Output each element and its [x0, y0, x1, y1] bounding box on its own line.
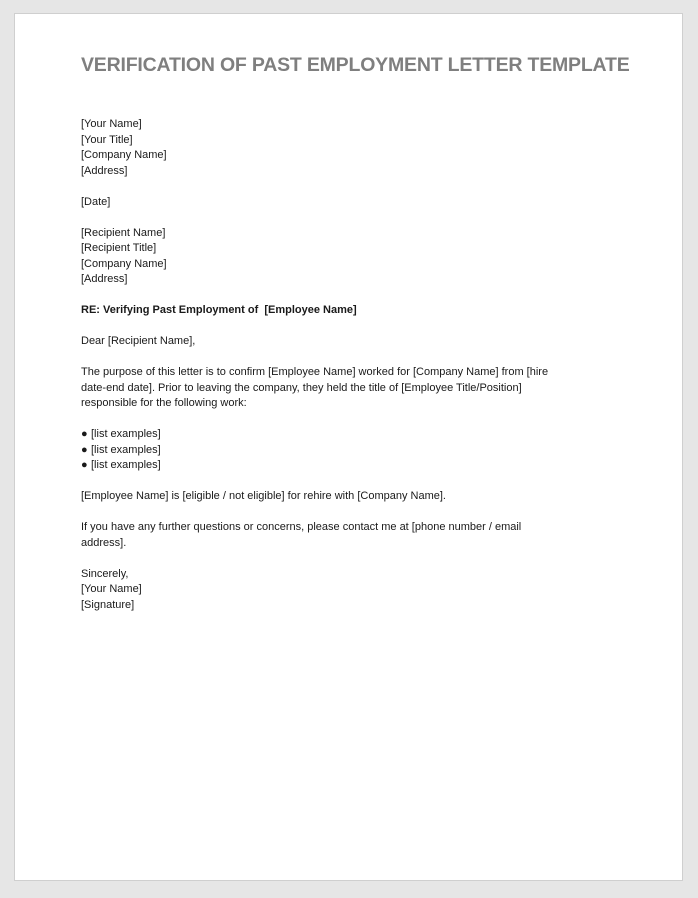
bullet-icon: ● [81, 459, 88, 471]
closing-sincerely: Sincerely, [81, 567, 129, 580]
list-item [81, 443, 611, 459]
bullet-list [81, 427, 611, 474]
sender-name: [Your Name] [81, 118, 142, 130]
sender-company: [Company Name] [81, 149, 167, 161]
list-item-text: [list examples] [91, 443, 161, 456]
paragraph-purpose [81, 365, 611, 412]
sender-address: [Address] [81, 164, 128, 177]
list-item-text: [list examples] [91, 459, 161, 471]
list-item [81, 427, 611, 443]
recipient-address: [Address] [81, 273, 128, 285]
list-item-text: [list examples] [91, 428, 161, 440]
paragraph-purpose-line: responsible for the following work: [81, 397, 247, 409]
list-item [81, 458, 611, 474]
recipient-title: [Recipient Title] [81, 242, 157, 254]
paragraph-rehire: [Employee Name] is [eligible / not eligible] for rehire with [Company Name]. [81, 490, 446, 502]
salutation: Dear [Recipient Name], [81, 335, 196, 347]
subject-line: RE: Verifying Past Employment of [Employee Name] [81, 304, 357, 316]
sender-title: [Your Title] [81, 133, 133, 146]
paragraph-purpose-line: The purpose of this letter is to confirm [Employee Name] worked for [Company Name] from [hire [81, 366, 549, 378]
paragraph-contact-line: address]. [81, 536, 127, 549]
letter-body [81, 117, 611, 613]
document-title: VERIFICATION OF PAST EMPLOYMENT LETTER TEMPLATE [81, 54, 630, 76]
closing-name: [Your Name] [81, 583, 142, 595]
closing-block [81, 567, 611, 614]
closing-signature: [Signature] [81, 598, 135, 611]
paragraph-contact-line: If you have any further questions or concerns, please contact me at [phone number / email [81, 521, 522, 533]
paragraph-contact [81, 520, 611, 551]
recipient-company: [Company Name] [81, 257, 167, 270]
recipient-block [81, 226, 611, 288]
document-page [14, 13, 683, 881]
paragraph-purpose-line: date-end date]. Prior to leaving the company, they held the title of [Employee Title/Position] [81, 381, 522, 394]
bullet-icon: ● [81, 443, 88, 456]
sender-block [81, 117, 611, 179]
bullet-icon: ● [81, 428, 88, 440]
letter-date: [Date] [81, 195, 111, 208]
recipient-name: [Recipient Name] [81, 226, 166, 239]
